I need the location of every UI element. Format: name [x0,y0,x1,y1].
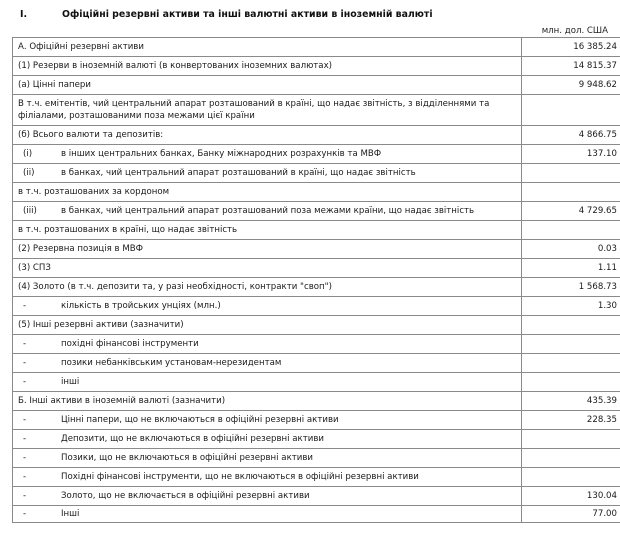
row-label: в інших центральних банках, Банку міжнародних розрахунків та МВФ [61,149,382,159]
row-value [522,373,620,392]
row-value: 130.04 [522,487,620,506]
row-label: Інші [61,509,80,519]
table-row [13,449,620,468]
table-row [13,76,620,95]
row-label: інші [61,377,80,387]
section-title: Офіційні резервні активи та інші валютні активи в іноземній валюті [62,9,433,20]
table-row [13,57,620,76]
row-value [522,95,620,126]
table-row [13,202,620,221]
row-code: (iii) [23,206,37,216]
row-value [522,468,620,487]
row-label: в банках, чий центральний апарат розташований в країні, що надає звітність [61,168,416,178]
row-label: Позики, що не включаються в офіційні резервні активи [61,453,313,463]
row-label: Золото, що не включається в офіційні резервні активи [61,491,310,501]
row-dash: - [23,415,27,425]
row-value [522,316,620,335]
table-row [13,297,620,316]
row-label: (5) Інші резервні активи (зазначити) [13,316,522,335]
row-label: в т.ч. розташованих в країні, що надає звітність [13,221,522,240]
table-row [13,468,620,487]
row-label: Депозити, що не включаються в офіційні резервні активи [61,434,324,444]
row-value [522,430,620,449]
row-label: Б. Інші активи в іноземній валюті (зазначити) [13,392,522,411]
table-row [13,221,620,240]
row-code: (i) [23,149,33,159]
row-dash: - [23,339,27,349]
row-label: похідні фінансові інструменти [61,339,199,349]
row-label-cell [13,335,522,354]
row-label: кількість в тройських унціях (млн.) [61,301,221,311]
row-value: 1.30 [522,297,620,316]
row-label: в т.ч. розташованих за кордоном [13,183,522,202]
row-label-cell [13,430,522,449]
row-dash: - [23,509,27,519]
row-label: Цінні папери, що не включаються в офіційні резервні активи [61,415,339,425]
unit-label: млн. дол. США [541,26,608,36]
row-label: позики небанківським установам-нерезидентам [61,358,282,368]
table-row [13,373,620,392]
row-value: 4 866.75 [522,126,620,145]
row-label-cell [13,468,522,487]
row-label-cell [13,164,522,183]
row-value: 435.39 [522,392,620,411]
row-label: В т.ч. емітентів, чий центральний апарат розташований в країні, що надає звітність, з відділеннями та філіалами, розташованими поза межами цієї країни [13,95,522,126]
row-value: 1 568.73 [522,278,620,297]
row-dash: - [23,453,27,463]
table-row [13,38,620,57]
row-label: (б) Всього валюти та депозитів: [13,126,522,145]
reserves-table [12,37,620,523]
row-label-cell [13,411,522,430]
row-label: (4) Золото (в т.ч. депозити та, у разі необхідності, контракти "своп") [13,278,522,297]
row-dash: - [23,377,27,387]
row-value [522,449,620,468]
row-label-cell [13,487,522,506]
row-label-cell [13,202,522,221]
table-row [13,316,620,335]
row-label-cell [13,506,522,523]
table-row [13,95,620,126]
table-row [13,259,620,278]
row-label: А. Офіційні резервні активи [13,38,522,57]
table-row [13,430,620,449]
row-value: 1.11 [522,259,620,278]
section-heading [20,9,433,20]
row-dash: - [23,491,27,501]
table-row [13,240,620,259]
row-value [522,183,620,202]
row-value: 4 729.65 [522,202,620,221]
row-value: 137.10 [522,145,620,164]
row-dash: - [23,472,27,482]
row-dash: - [23,434,27,444]
row-label: в банках, чий центральний апарат розташований поза межами країни, що надає звітність [61,206,475,216]
row-value: 16 385.24 [522,38,620,57]
table-row [13,164,620,183]
table-row [13,183,620,202]
row-value: 0.03 [522,240,620,259]
row-value: 77.00 [522,506,620,523]
table-row [13,354,620,373]
table-row [13,335,620,354]
row-label-cell [13,449,522,468]
row-dash: - [23,301,27,311]
row-value [522,221,620,240]
table-row [13,278,620,297]
row-label: (3) СПЗ [13,259,522,278]
row-label: (1) Резерви в іноземній валюті (в конвертованих іноземних валютах) [13,57,522,76]
row-label-cell [13,145,522,164]
row-dash: - [23,358,27,368]
row-code: (ii) [23,168,35,178]
table-row [13,126,620,145]
row-value: 228.35 [522,411,620,430]
row-value: 9 948.62 [522,76,620,95]
row-label-cell [13,354,522,373]
table-row [13,392,620,411]
row-label: (2) Резервна позиція в МВФ [13,240,522,259]
table-row [13,506,620,523]
row-label: Похідні фінансові інструменти, що не включаються в офіційні резервні активи [61,472,419,482]
row-label-cell [13,297,522,316]
row-value: 14 815.37 [522,57,620,76]
table-row [13,145,620,164]
row-value [522,335,620,354]
row-label: (а) Цінні папери [13,76,522,95]
row-value [522,164,620,183]
row-value [522,354,620,373]
table-row [13,411,620,430]
table-row [13,487,620,506]
row-label-cell [13,373,522,392]
section-number: I. [20,9,28,20]
